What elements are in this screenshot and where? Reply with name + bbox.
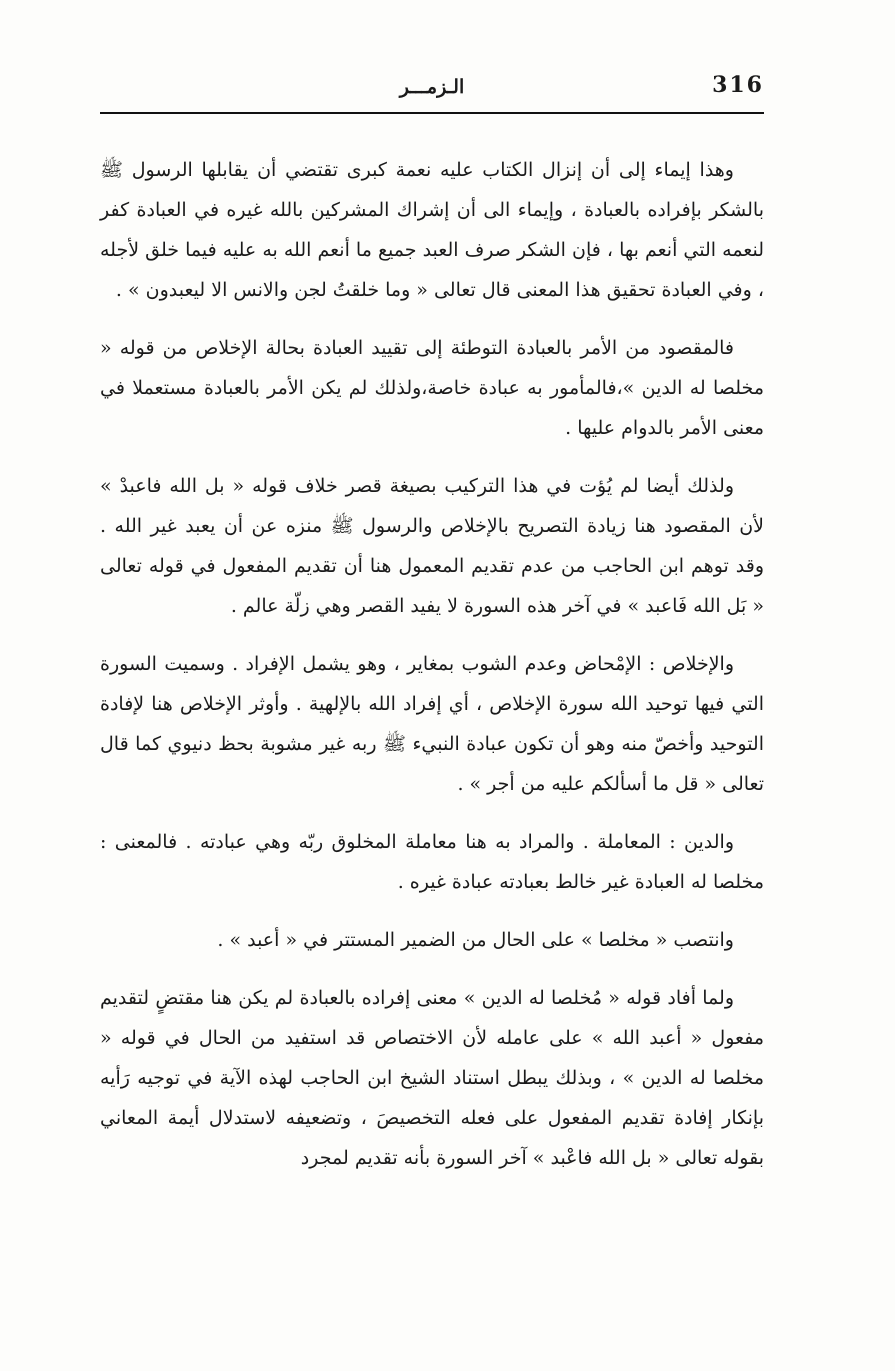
page-number: 316 bbox=[712, 72, 764, 98]
paragraph: وانتصب « مخلصا » على الحال من الضمير المستتر في « أعبد » . bbox=[217, 929, 734, 951]
running-title: الـزمـــر bbox=[399, 76, 465, 98]
paragraph: فالمقصود من الأمر بالعبادة التوطئة إلى تقييد العبادة بحالة الإخلاص من قوله « مخلصا له الدين »،فالمأمور به عبادة خاصة،ولذلك لم يكن الأمر بالعبادة مستعملا في معنى الأمر بالدوام عليها . bbox=[100, 337, 764, 439]
paragraph: ولذلك أيضا لم يُؤت في هذا التركيب بصيغة قصر خلاف قوله « بل الله فاعبدْ » لأن المقصود هنا زيادة التصريح بالإخلاص والرسول ﷺ منزه عن أن يعبد غير الله . وقد توهم ابن الحاجب من عدم تقديم المعمول هنا أن تقديم المفعول في قوله تعالى « بَل الله فَاعبد » في آخر هذه السورة لا يفيد القصر وهي زلّة عالم . bbox=[100, 475, 764, 617]
paragraph: ولما أفاد قوله « مُخلصا له الدين » معنى إفراده بالعبادة لم يكن هنا مقتضٍ لتقديم مفعول « أعبد الله » على عامله لأن الاختصاص قد استفيد من الحال في قوله « مخلصا له الدين » ، وبذلك يبطل استناد الشيخ ابن الحاجب لهذه الآية في توجيه رَأيه بإنكار إفادة تقديم المفعول على فعله التخصيصَ ، وتضعيفه لاستدلال أيمة المعاني بقوله تعالى « بل الله فاعْبد » آخر السورة بأنه تقديم لمجرد bbox=[100, 987, 764, 1169]
page-header bbox=[100, 70, 764, 110]
body-text bbox=[100, 150, 764, 1196]
paragraph: والدين : المعاملة . والمراد به هنا معاملة المخلوق ربّه وهي عبادته . فالمعنى : مخلصا له العبادة غير خالط بعبادته عبادة غيره . bbox=[100, 831, 764, 893]
paragraph: وهذا إيماء إلى أن إنزال الكتاب عليه نعمة كبرى تقتضي أن يقابلها الرسول ﷺ بالشكر بإفراده بالعبادة ، وإيماء الى أن إشراك المشركين بالله غيره في العبادة كفر لنعمه التي أنعم بها ، فإن الشكر صرف العبد جميع ما أنعم الله به عليه فيما خلق لأجله ، وفي العبادة تحقيق هذا المعنى قال تعالى « وما خلقتُ لجن والانس الا ليعبدون » . bbox=[100, 159, 764, 301]
paragraph: والإخلاص : الإمْحاض وعدم الشوب بمغاير ، وهو يشمل الإفراد . وسميت السورة التي فيها توحيد الله سورة الإخلاص ، أي إفراد الله بالإلهية . وأوثر الإخلاص هنا لإفادة التوحيد وأخصّ منه وهو أن تكون عبادة النبيء ﷺ ربه غير مشوبة بحظ دنيوي كما قال تعالى « قل ما أسألكم عليه من أجر » . bbox=[100, 653, 764, 795]
header-rule bbox=[100, 112, 764, 114]
